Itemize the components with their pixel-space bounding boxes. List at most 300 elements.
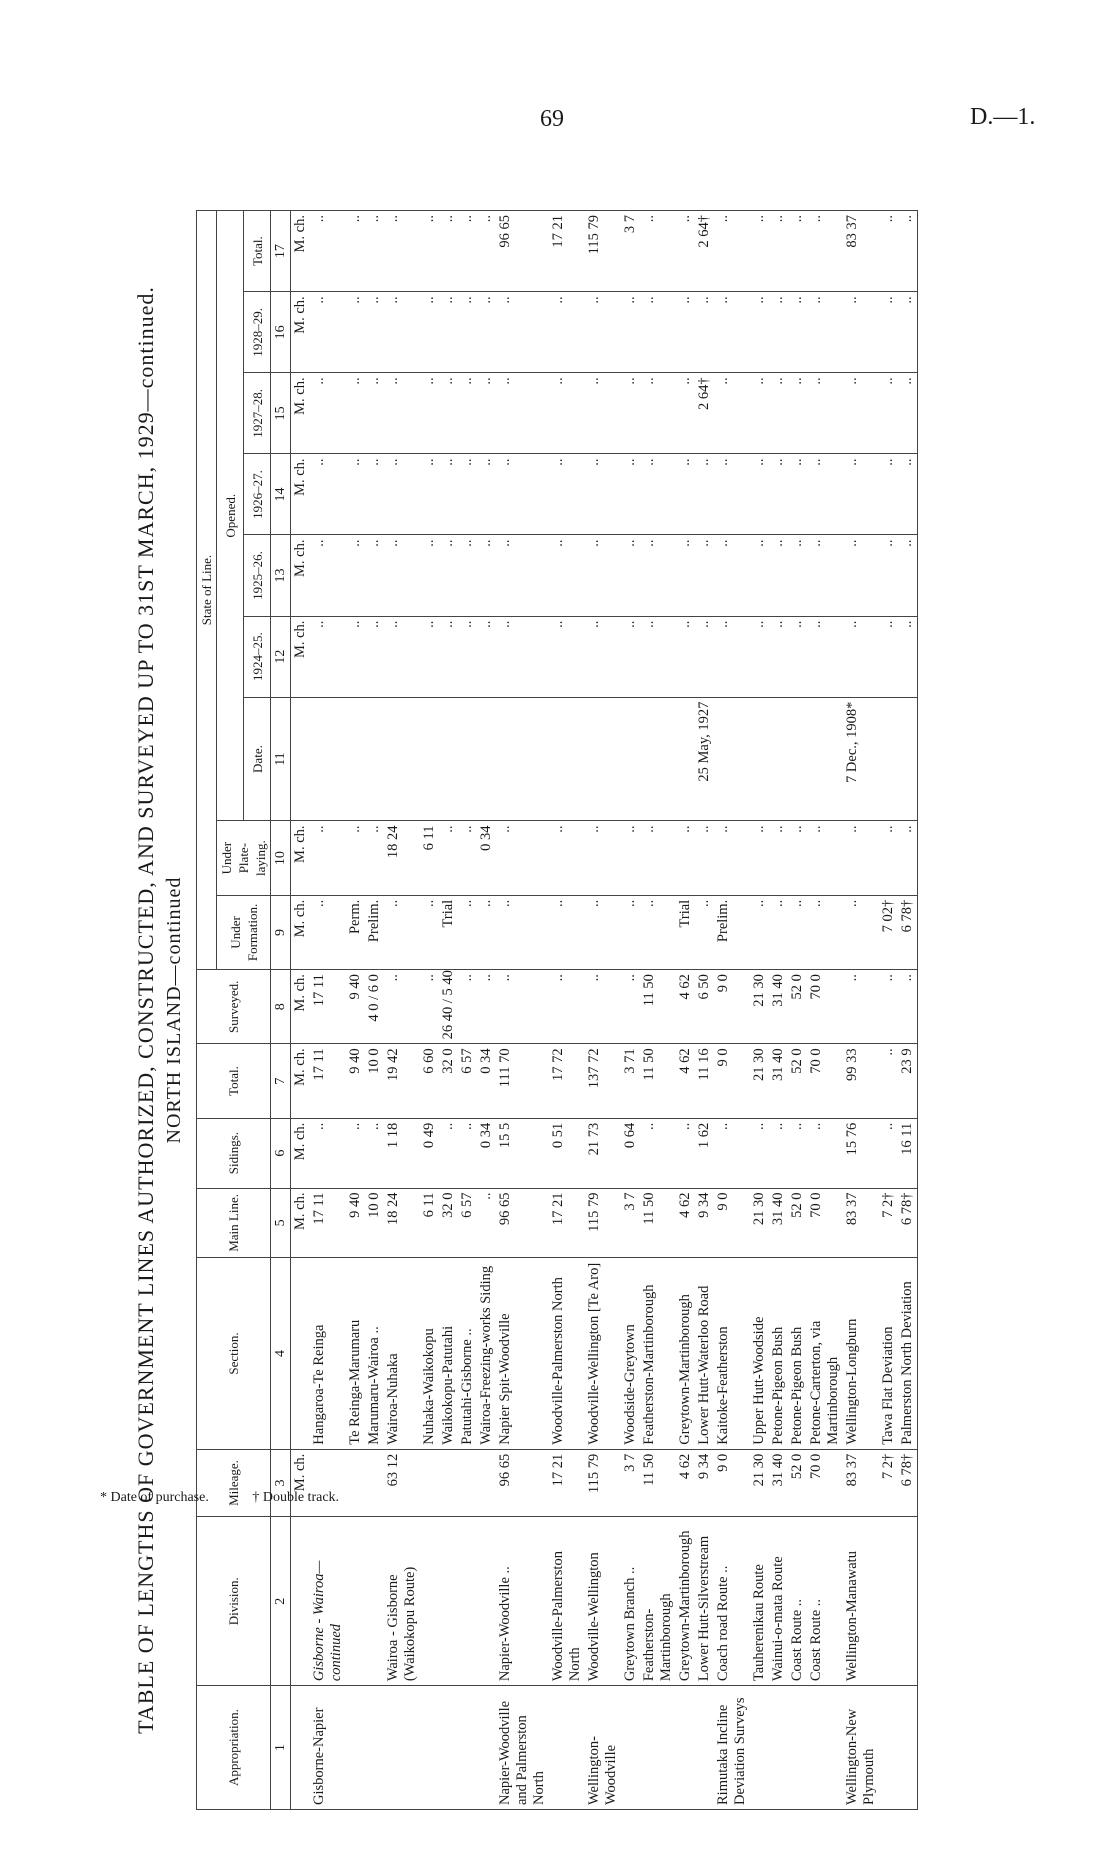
table-cell: .. xyxy=(695,454,714,535)
unit-cell xyxy=(291,1258,311,1449)
table-cell: .. xyxy=(621,535,640,616)
table-cell: .. xyxy=(439,211,458,292)
table-cell: .. xyxy=(346,373,365,454)
table-row xyxy=(879,211,898,1810)
table-cell: .. xyxy=(879,373,898,454)
table-cell: Petone-Pigeon Bush xyxy=(788,1258,807,1449)
table-cell xyxy=(477,697,496,821)
table-cell: .. xyxy=(477,970,496,1044)
table-cell: .. xyxy=(788,821,807,895)
table-cell: 0 49 xyxy=(420,1118,439,1188)
table-cell: 0 64 xyxy=(621,1118,640,1188)
table-cell: 11 50 xyxy=(640,1449,676,1517)
table-cell: .. xyxy=(807,616,843,697)
table-cell: .. xyxy=(750,895,769,969)
table-cell: Woodside-Greytown xyxy=(621,1258,640,1449)
table-cell: .. xyxy=(365,821,384,895)
table-cell: .. xyxy=(714,211,750,292)
table-cell: 17 21 xyxy=(549,211,585,292)
column-number: 4 xyxy=(271,1258,291,1449)
table-cell xyxy=(458,1449,477,1517)
table-row xyxy=(769,211,788,1810)
table-cell: .. xyxy=(621,970,640,1044)
table-cell: .. xyxy=(807,895,843,969)
table-cell: .. xyxy=(640,895,676,969)
table-cell: 7 2† xyxy=(879,1188,898,1258)
header-opened: Opened. xyxy=(217,211,244,821)
table-cell xyxy=(621,697,640,821)
unit-cell: M. ch. xyxy=(291,1449,311,1517)
unit-cell: M. ch. xyxy=(291,895,311,969)
table-cell: .. xyxy=(585,895,621,969)
table-body xyxy=(291,211,918,1810)
table-cell: .. xyxy=(439,616,458,697)
table-cell: 52 0 xyxy=(788,1044,807,1118)
header-under-formation: Under Formation. xyxy=(217,895,271,969)
table-cell: Gisborne - Wairoa—continued xyxy=(310,1517,346,1686)
table-cell xyxy=(788,697,807,821)
table-cell: 6 57 xyxy=(458,1188,477,1258)
table-cell xyxy=(439,1449,458,1517)
table-cell: 83 37 xyxy=(843,211,879,292)
table-cell: Woodville-Palmerston North xyxy=(549,1258,585,1449)
table-cell xyxy=(365,1686,384,1810)
unit-cell: M. ch. xyxy=(291,211,311,292)
table-cell: 11 50 xyxy=(640,1188,676,1258)
table-cell: .. xyxy=(496,292,549,373)
table-row xyxy=(621,211,640,1810)
table-cell: .. xyxy=(420,970,439,1044)
header-state-of-line: State of Line. xyxy=(197,211,217,970)
table-cell: 99 33 xyxy=(843,1044,879,1118)
table-cell: Wairoa-Freezing-works Siding xyxy=(477,1258,496,1449)
table-row xyxy=(420,211,439,1810)
table-cell: .. xyxy=(788,895,807,969)
table-cell xyxy=(346,1686,365,1810)
table-cell xyxy=(807,1686,843,1810)
table-cell: .. xyxy=(477,211,496,292)
unit-cell: M. ch. xyxy=(291,535,311,616)
table-cell xyxy=(365,1449,384,1517)
table-cell: 21 30 xyxy=(750,1188,769,1258)
table-cell: .. xyxy=(477,454,496,535)
table-cell: .. xyxy=(621,454,640,535)
table-cell: Wellington-Manawatu xyxy=(843,1517,879,1686)
table-cell: .. xyxy=(585,616,621,697)
table-cell: .. xyxy=(695,821,714,895)
table-cell: .. xyxy=(695,616,714,697)
table-cell: 9 0 xyxy=(714,1044,750,1118)
table-cell xyxy=(676,697,695,821)
table-cell: .. xyxy=(384,454,420,535)
column-number: 2 xyxy=(271,1517,291,1686)
table-cell: .. xyxy=(496,535,549,616)
table-cell: .. xyxy=(714,454,750,535)
table-cell: .. xyxy=(549,970,585,1044)
table-cell xyxy=(439,1686,458,1810)
table-cell: 10 0 xyxy=(365,1044,384,1118)
header-date: Date. xyxy=(244,697,271,821)
table-cell: 4 62 xyxy=(676,1188,695,1258)
table-cell: .. xyxy=(346,454,365,535)
table-cell xyxy=(458,697,477,821)
table-cell: Greytown Branch .. xyxy=(621,1517,640,1686)
table-cell: 21 30 xyxy=(750,970,769,1044)
column-number: 10 xyxy=(271,821,291,895)
table-cell: 3 7 xyxy=(621,1188,640,1258)
table-cell: .. xyxy=(585,970,621,1044)
table-cell: Woodville-Wellington [Te Aro] xyxy=(585,1258,621,1449)
table-cell: Palmerston North Deviation xyxy=(898,1258,918,1449)
table-cell: .. xyxy=(458,454,477,535)
table-cell: .. xyxy=(549,373,585,454)
table-cell: .. xyxy=(769,616,788,697)
table-cell: .. xyxy=(549,454,585,535)
table-cell xyxy=(549,1686,585,1810)
header-section: Section. xyxy=(197,1258,271,1449)
table-cell: 19 42 xyxy=(384,1044,420,1118)
table-cell: .. xyxy=(750,373,769,454)
table-cell: Hangaroa-Te Reinga xyxy=(310,1258,346,1449)
table-cell: .. xyxy=(714,821,750,895)
table-cell: .. xyxy=(788,535,807,616)
table-cell: .. xyxy=(365,211,384,292)
table-cell xyxy=(750,697,769,821)
table-cell: 21 73 xyxy=(585,1118,621,1188)
table-cell: .. xyxy=(549,895,585,969)
table-cell: 6 78† xyxy=(898,1188,918,1258)
units-row xyxy=(291,211,311,1810)
table-cell xyxy=(439,1517,458,1686)
table-cell xyxy=(346,1517,365,1686)
table-cell: 115 79 xyxy=(585,1449,621,1517)
table-cell: Tauherenikau Route xyxy=(750,1517,769,1686)
table-cell xyxy=(549,697,585,821)
table-row xyxy=(676,211,695,1810)
table-cell: 2 64† xyxy=(695,373,714,454)
table-cell: .. xyxy=(640,454,676,535)
table-cell: .. xyxy=(807,211,843,292)
table-cell: .. xyxy=(769,373,788,454)
column-number: 16 xyxy=(271,292,291,373)
header-1926-27: 1926–27. xyxy=(244,454,271,535)
column-number-row xyxy=(271,211,291,1810)
table-cell: .. xyxy=(843,895,879,969)
table-cell: 70 0 xyxy=(807,1188,843,1258)
table-cell: .. xyxy=(420,895,439,969)
table-cell: 2 64† xyxy=(695,211,714,292)
table-cell: .. xyxy=(788,454,807,535)
header-total: Total. xyxy=(197,1044,271,1118)
column-number: 14 xyxy=(271,454,291,535)
table-cell: .. xyxy=(676,821,695,895)
table-cell xyxy=(769,1686,788,1810)
table-cell: .. xyxy=(384,616,420,697)
table-cell: .. xyxy=(807,373,843,454)
header-main-line: Main Line. xyxy=(197,1188,271,1258)
table-cell: .. xyxy=(384,535,420,616)
table-cell: .. xyxy=(807,821,843,895)
table-cell: .. xyxy=(458,616,477,697)
table-cell: .. xyxy=(365,535,384,616)
page-number: 69 xyxy=(540,106,564,132)
table-cell xyxy=(750,1686,769,1810)
table-cell: .. xyxy=(585,373,621,454)
table-cell: .. xyxy=(879,1044,898,1118)
table-cell: Perm. xyxy=(346,895,365,969)
unit-cell: M. ch. xyxy=(291,454,311,535)
table-cell: .. xyxy=(585,535,621,616)
header-1924-25: 1924–25. xyxy=(244,616,271,697)
table-cell: .. xyxy=(477,373,496,454)
table-cell: .. xyxy=(750,1118,769,1188)
table-cell: .. xyxy=(477,535,496,616)
table-cell xyxy=(879,697,898,821)
table-cell: .. xyxy=(439,535,458,616)
table-cell xyxy=(496,697,549,821)
table-cell: .. xyxy=(843,970,879,1044)
table-cell: .. xyxy=(496,821,549,895)
table-cell: .. xyxy=(477,616,496,697)
table-cell: 4 62 xyxy=(676,1044,695,1118)
table-cell: 23 9 xyxy=(898,1044,918,1118)
table-cell: .. xyxy=(879,616,898,697)
table-cell: Woodville-Wellington xyxy=(585,1517,621,1686)
table-cell: 11 16 xyxy=(695,1044,714,1118)
table-cell xyxy=(439,697,458,821)
table-cell: .. xyxy=(879,454,898,535)
table-cell: 52 0 xyxy=(788,1449,807,1517)
table-cell: .. xyxy=(640,535,676,616)
column-number: 11 xyxy=(271,697,291,821)
table-cell: .. xyxy=(898,821,918,895)
table-cell: .. xyxy=(898,970,918,1044)
table-cell xyxy=(714,697,750,821)
table-cell: 32 0 xyxy=(439,1188,458,1258)
table-cell xyxy=(695,1686,714,1810)
table-cell xyxy=(310,697,346,821)
table-cell: 26 40 / 5 40 xyxy=(439,970,458,1044)
table-cell: .. xyxy=(496,970,549,1044)
table-cell: Trial xyxy=(439,895,458,969)
header-mileage: Mileage. xyxy=(197,1449,271,1517)
table-cell: .. xyxy=(879,535,898,616)
table-cell: .. xyxy=(420,211,439,292)
table-cell: 115 79 xyxy=(585,211,621,292)
table-row xyxy=(750,211,769,1810)
table-cell: .. xyxy=(843,292,879,373)
table-cell xyxy=(365,1517,384,1686)
table-cell: Gisborne-Napier xyxy=(310,1686,346,1810)
table-row xyxy=(496,211,549,1810)
table-cell: 9 40 xyxy=(346,1188,365,1258)
table-cell: .. xyxy=(420,373,439,454)
table-cell: .. xyxy=(439,373,458,454)
rotated-table-block xyxy=(133,210,933,1810)
table-cell: 115 79 xyxy=(585,1188,621,1258)
table-cell: .. xyxy=(458,292,477,373)
table-cell: 9 40 xyxy=(346,970,365,1044)
table-cell: .. xyxy=(640,1118,676,1188)
table-cell: 1 62 xyxy=(695,1118,714,1188)
table-cell: .. xyxy=(346,211,365,292)
table-cell: .. xyxy=(898,211,918,292)
table-cell xyxy=(807,697,843,821)
table-cell: 6 60 xyxy=(420,1044,439,1118)
table-row xyxy=(898,211,918,1810)
table-cell: .. xyxy=(310,211,346,292)
table-cell: 4 62 xyxy=(676,970,695,1044)
table-cell xyxy=(621,1686,640,1810)
table-cell: 111 70 xyxy=(496,1044,549,1118)
table-cell: .. xyxy=(384,373,420,454)
unit-cell xyxy=(291,1517,311,1686)
header-division: Division. xyxy=(197,1517,271,1686)
table-row xyxy=(807,211,843,1810)
table-cell: .. xyxy=(439,454,458,535)
table-cell xyxy=(310,1449,346,1517)
table-cell: .. xyxy=(676,211,695,292)
table-cell: 4 62 xyxy=(676,1449,695,1517)
table-cell: Napier Spit-Woodville xyxy=(496,1258,549,1449)
table-cell: .. xyxy=(640,211,676,292)
table-title: TABLE OF LENGTHS OF GOVERNMENT LINES AUTHORIZED, CONSTRUCTED, AND SURVEYED UP TO 31ST MARCH, 1929—continued. xyxy=(133,286,158,1734)
column-number: 7 xyxy=(271,1044,291,1118)
table-cell xyxy=(640,1686,676,1810)
table-cell: Petone-Carterton, via Martinborough xyxy=(807,1258,843,1449)
table-cell: Coast Route .. xyxy=(788,1517,807,1686)
table-cell: .. xyxy=(676,292,695,373)
table-cell: 137 72 xyxy=(585,1044,621,1118)
table-cell: 1 18 xyxy=(384,1118,420,1188)
table-cell: .. xyxy=(676,373,695,454)
table-cell: Coach road Route .. xyxy=(714,1517,750,1686)
unit-cell xyxy=(291,697,311,821)
table-cell: .. xyxy=(714,535,750,616)
table-cell: .. xyxy=(750,535,769,616)
table-cell: .. xyxy=(346,1118,365,1188)
table-cell: 83 37 xyxy=(843,1449,879,1517)
table-cell: .. xyxy=(714,616,750,697)
table-cell: 70 0 xyxy=(807,1449,843,1517)
table-cell: 9 40 xyxy=(346,1044,365,1118)
table-cell: .. xyxy=(365,373,384,454)
table-cell xyxy=(898,697,918,821)
table-cell: 9 0 xyxy=(714,1449,750,1517)
table-cell: Napier-Woodville .. xyxy=(496,1517,549,1686)
column-number: 1 xyxy=(271,1686,291,1810)
header-sidings: Sidings. xyxy=(197,1118,271,1188)
table-cell: .. xyxy=(898,535,918,616)
table-cell: .. xyxy=(879,292,898,373)
table-cell xyxy=(788,1686,807,1810)
table-cell: .. xyxy=(621,373,640,454)
table-cell: 70 0 xyxy=(807,970,843,1044)
table-cell: .. xyxy=(750,821,769,895)
table-cell: .. xyxy=(310,292,346,373)
table-cell: 0 34 xyxy=(477,821,496,895)
table-cell: 4 0 / 6 0 xyxy=(365,970,384,1044)
table-cell: Kaitoke-Featherston xyxy=(714,1258,750,1449)
table-cell: .. xyxy=(585,292,621,373)
table-cell: .. xyxy=(496,616,549,697)
header-appropriation: Appropriation. xyxy=(197,1686,271,1810)
table-cell: .. xyxy=(640,373,676,454)
table-cell: 6 78† xyxy=(898,1449,918,1517)
column-number: 9 xyxy=(271,895,291,969)
table-cell: 83 37 xyxy=(843,1188,879,1258)
table-cell: .. xyxy=(384,211,420,292)
table-cell: 3 71 xyxy=(621,1044,640,1118)
column-number: 15 xyxy=(271,373,291,454)
table-cell: 16 11 xyxy=(898,1118,918,1188)
table-cell: 32 0 xyxy=(439,1044,458,1118)
table-cell: .. xyxy=(769,1118,788,1188)
table-cell: .. xyxy=(458,970,477,1044)
table-cell: Upper Hutt-Woodside xyxy=(750,1258,769,1449)
table-cell: .. xyxy=(549,292,585,373)
table-cell: 3 7 xyxy=(621,211,640,292)
column-number: 12 xyxy=(271,616,291,697)
table-cell: .. xyxy=(439,821,458,895)
table-row xyxy=(458,211,477,1810)
table-cell: 9 0 xyxy=(714,970,750,1044)
table-cell: .. xyxy=(769,895,788,969)
table-cell: 15 5 xyxy=(496,1118,549,1188)
table-cell: .. xyxy=(750,616,769,697)
table-cell: .. xyxy=(640,292,676,373)
table-cell: .. xyxy=(676,616,695,697)
table-cell: .. xyxy=(365,616,384,697)
table-cell: .. xyxy=(549,616,585,697)
table-cell xyxy=(585,697,621,821)
table-cell: .. xyxy=(346,292,365,373)
table-cell: Featherston-Martinborough xyxy=(640,1517,676,1686)
table-cell: 18 24 xyxy=(384,821,420,895)
column-number: 8 xyxy=(271,970,291,1044)
table-cell: .. xyxy=(439,1118,458,1188)
table-cell xyxy=(898,1517,918,1686)
unit-cell xyxy=(291,1686,311,1810)
table-cell: 52 0 xyxy=(788,970,807,1044)
table-cell: Wellington-Woodville xyxy=(585,1686,621,1810)
table-cell: .. xyxy=(714,1118,750,1188)
table-cell: 6 11 xyxy=(420,1188,439,1258)
table-cell: .. xyxy=(549,535,585,616)
table-cell: Wairoa - Gisborne (Waikokopu Route) xyxy=(384,1517,420,1686)
table-cell: 21 30 xyxy=(750,1044,769,1118)
table-cell: 31 40 xyxy=(769,1449,788,1517)
table-cell: .. xyxy=(879,821,898,895)
table-cell: 0 34 xyxy=(477,1118,496,1188)
table-cell: 31 40 xyxy=(769,1044,788,1118)
table-cell xyxy=(420,1686,439,1810)
table-cell: .. xyxy=(458,535,477,616)
table-cell: .. xyxy=(458,821,477,895)
table-cell: 17 11 xyxy=(310,1044,346,1118)
table-cell: 9 0 xyxy=(714,1188,750,1258)
table-cell: Petone-Pigeon Bush xyxy=(769,1258,788,1449)
unit-cell: M. ch. xyxy=(291,616,311,697)
header-under-platelaying: Under Plate-laying. xyxy=(217,821,271,895)
table-cell: 7 2† xyxy=(879,1449,898,1517)
table-cell: 0 51 xyxy=(549,1118,585,1188)
table-cell: .. xyxy=(788,292,807,373)
table-cell: .. xyxy=(898,292,918,373)
table-row xyxy=(439,211,458,1810)
table-cell: .. xyxy=(420,292,439,373)
footnotes xyxy=(100,1490,379,1506)
